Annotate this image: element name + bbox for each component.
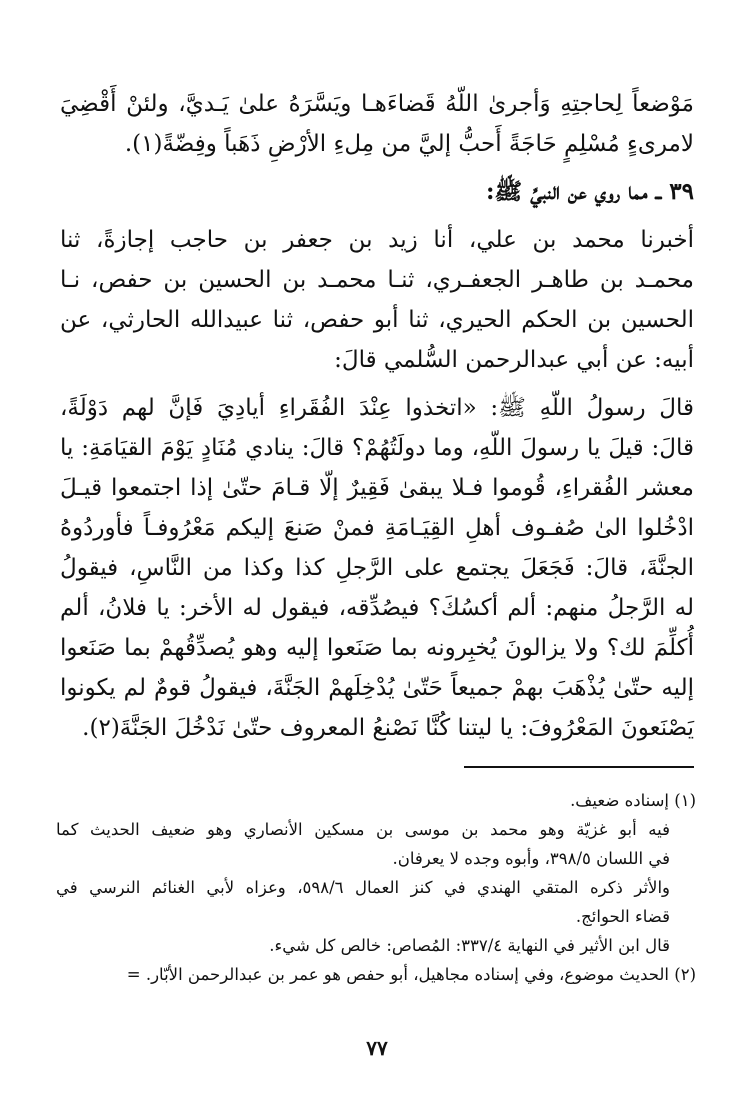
isnad-line: أبيه: عن أبي عبدالرحمن السُّلمي قالَ: [334,347,694,373]
footnote-line: والأثر ذكره المتقي الهندي في كنز العمال ٥٩٨/٦، وعزاه لأبي الغنائم النرسي في [56,878,670,897]
footnote-separator [464,766,694,768]
matn-line: ادْخُلوا الىٰ صُفـوف أهلِ القِيَـامَةِ فمنْ صَنعَ إليكم مَعْرُوفـاً فأوردُوهُ [60,515,694,541]
matn-line: قالَ رسولُ اللّهِ ﷺ: «اتخذوا عِنْدَ الفُقَراءِ أيادِيَ فَإنَّ لهم دَوْلَةً، [60,395,694,421]
page-number: ٧٧ [366,1036,388,1060]
isnad-line: الحسين بن الحكم الحيري، ثنا أبو حفص، ثنا عبيدالله الحارثي، عن [60,307,694,333]
footnote-line: فيه أبو غزيّة وهو محمد بن موسى بن مسكين الأنصاري وهو ضعيف الحديث كما [56,820,670,839]
isnad-line: محمـد بن طاهـر الجعفـري، ثنـا محمـد بن الحسين بن حفص، نـا [60,267,694,293]
text-line: مَوْضعاً لِحاجتِهِ وَأجرىٰ اللّهُ قَضاءَهـا ويَسَّرَهُ علىٰ يَـديَّ، ولئنْ أَقْضِيَ [60,91,694,117]
matn-line: معشر الفُقراءِ، قُوموا فـلا يبقىٰ فَقِيرٌ إلّا قـامَ حتّىٰ إذا اجتمعوا قيـلَ [60,475,694,501]
hadith-heading: ٣٩ ــ مما روي عن النبيِّ ﷺ: [485,178,694,205]
footnotes [56,786,696,989]
footnote-line: قال ابن الأثير في النهاية ٣٣٧/٤: المُصاص: خالص كل شيء. [269,936,670,955]
matn-line: له الرَّجلُ منهم: ألم أكسُكَ؟ فيصُدِّقه، فيقول له الأخر: يا فلانُ، ألم [60,595,694,621]
text-line: لامرىءٍ مُسْلِمٍ حَاجَةً أَحبُّ إليَّ من مِلءِ الأرْضِ ذَهَباً وفِضّةً(١). [124,131,694,157]
matn-line: إليه حتّىٰ يُذْهَبَ بهمْ جميعاً حَتّىٰ يُدْخِلَهمْ الجَنَّةَ، فيقولُ قومٌ لم يكونوا [60,675,694,701]
footnote-2: (٢) الحديث موضوع، وفي إسناده مجاهيل، أبو حفص هو عمر بن عبدالرحمن الأبّار. = [126,965,696,984]
isnad-line: أخبرنا محمد بن علي، أنا زيد بن جعفر بن حاجب إجازةً، ثنا [60,227,694,253]
matn-line: يَصْنَعونَ المَعْرُوفَ: يا ليتنا كُنَّا نَصْنعُ المعروف حتّىٰ نَدْخُلَ الجَنَّةَ(٢). [82,715,694,741]
footnote-line: قضاء الحوائج. [575,907,670,926]
main-text [60,84,694,748]
matn-line: الجنَّةَ، قالَ: فَجَعَلَ يجتمع على الرَّجلِ كذا وكذا من النَّاسِ، فيقولُ [60,555,694,581]
footnote-1-title: (١) إسناده ضعيف. [570,791,696,810]
footnote-line: في اللسان ٣٩٨/٥، وأبوه وجده لا يعرفان. [392,849,670,868]
matn-line: قالَ: قيلَ يا رسولَ اللّهِ، وما دولَتُهُمْ؟ قالَ: ينادي مُنَادٍ يَوْمَ القيَامَةِ: يا [60,435,694,461]
matn-line: أُكلِّمَ لك؟ ولا يزالونَ يُخبِرونه بما صَنَعوا إليه وهو يُصدِّقُهمْ بما صَنَعوا [60,635,694,661]
